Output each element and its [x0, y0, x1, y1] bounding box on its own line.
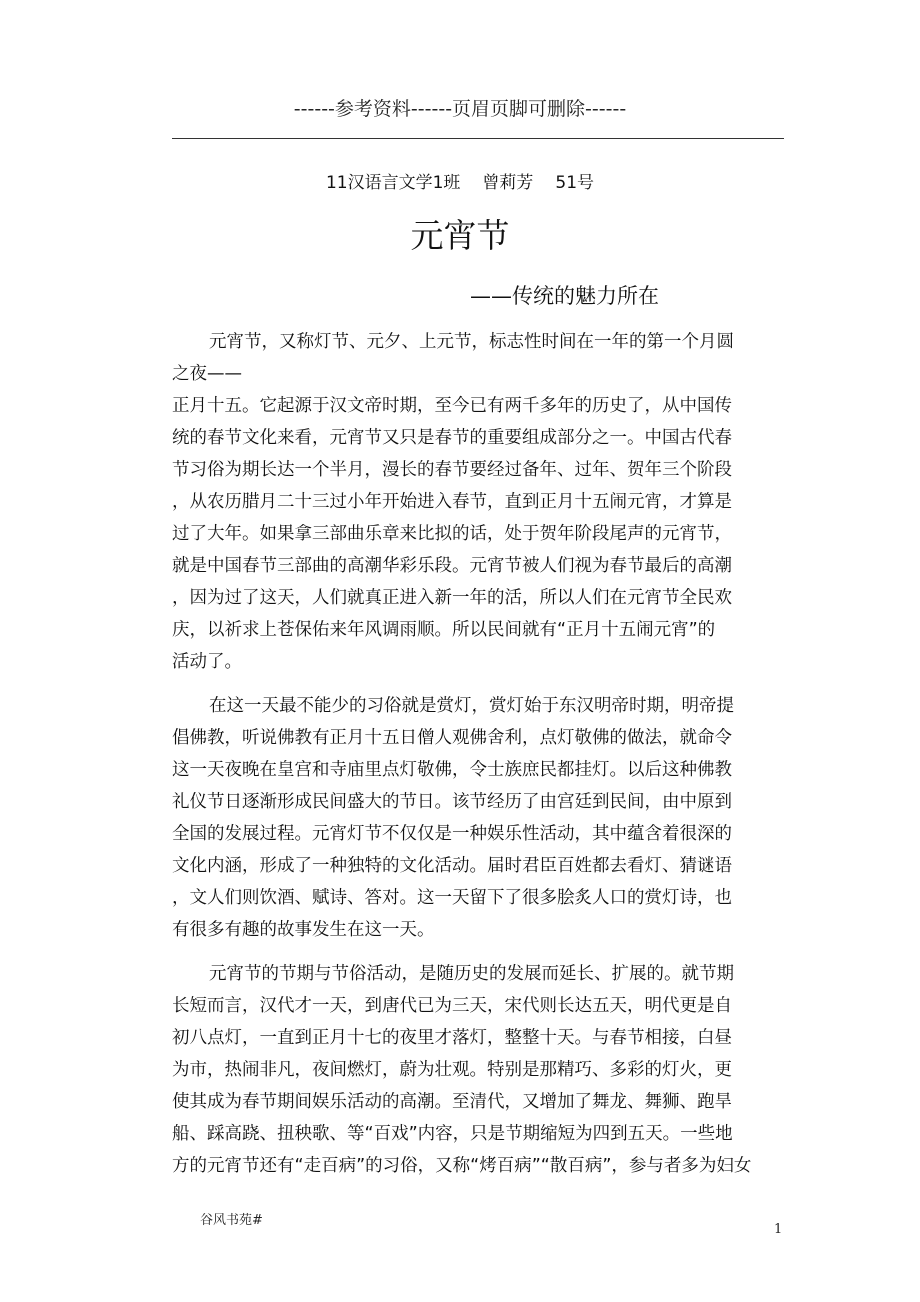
paragraph-line: 就是中国春节三部曲的高潮华彩乐段。元宵节被人们视为春节最后的高潮 [172, 556, 732, 576]
header-divider [172, 138, 784, 139]
paragraph-line: 为市，热闹非凡，夜间燃灯，蔚为壮观。特别是那精巧、多彩的灯火，更 [172, 1060, 732, 1080]
page-header-text: ------参考资料------页眉页脚可删除------ [293, 98, 627, 120]
document-title: 元宵节 [410, 216, 510, 255]
document-subtitle: ——传统的魅力所在 [470, 284, 659, 308]
paragraph-line: 倡佛教，听说佛教有正月十五日僧人观佛舍利，点灯敬佛的做法，就命令 [172, 728, 732, 748]
paragraph-line: 统的春节文化来看，元宵节又只是春节的重要组成部分之一。中国古代春 [172, 428, 732, 448]
paragraph-3 [172, 958, 768, 1182]
paragraph-line: 全国的发展过程。元宵灯节不仅仅是一种娱乐性活动，其中蕴含着很深的 [172, 824, 732, 844]
paragraph-2 [172, 690, 768, 946]
paragraph-line: 元宵节的节期与节俗活动，是随历史的发展而延长、扩展的。就节期 [209, 964, 734, 984]
paragraph-line: 这一天夜晚在皇宫和寺庙里点灯敬佛，令士族庶民都挂灯。以后这种佛教 [172, 760, 732, 780]
paragraph-line: ，文人们则饮酒、赋诗、答对。这一天留下了很多脍炙人口的赏灯诗，也 [172, 888, 732, 908]
paragraph-line: 长短而言，汉代才一天，到唐代已为三天，宋代则长达五天，明代更是自 [172, 996, 732, 1016]
paragraph-line: 活动了。 [172, 652, 242, 672]
paragraph-line: 使其成为春节期间娱乐活动的高潮。至清代，又增加了舞龙、舞狮、跑旱 [172, 1092, 732, 1112]
paragraph-line: ，从农历腊月二十三过小年开始进入春节，直到正月十五闹元宵，才算是 [172, 492, 732, 512]
paragraph-line: 节习俗为期长达一个半月，漫长的春节要经过备年、过年、贺年三个阶段 [172, 460, 732, 480]
paragraph-line: 文化内涵，形成了一种独特的文化活动。届时君臣百姓都去看灯、猜谜语 [172, 856, 732, 876]
paragraph-line: 元宵节，又称灯节、元夕、上元节，标志性时间在一年的第一个月圆 [209, 332, 734, 352]
footer-source-text: 谷风书苑# [200, 1213, 263, 1228]
paragraph-line: 有很多有趣的故事发生在这一天。 [172, 920, 435, 940]
paragraph-line: 方的元宵节还有“走百病”的习俗，又称“烤百病”“散百病”，参与者多为妇女 [172, 1156, 752, 1176]
author-line [0, 168, 920, 193]
author-class: 11汉语言文学1班 [325, 173, 461, 193]
page-number: 1 [774, 1222, 783, 1237]
paragraph-line: ，因为过了这天，人们就真正进入新一年的活，所以人们在元宵节全民欢 [172, 588, 732, 608]
paragraph-line: 在这一天最不能少的习俗就是赏灯，赏灯始于东汉明帝时期，明帝提 [209, 696, 734, 716]
paragraph-line: 之夜—— [172, 364, 242, 384]
paragraph-line: 正月十五。它起源于汉文帝时期，至今已有两千多年的历史了，从中国传 [172, 396, 732, 416]
document-body [172, 326, 768, 1194]
paragraph-line: 过了大年。如果拿三部曲乐章来比拟的话，处于贺年阶段尾声的元宵节， [172, 524, 732, 544]
paragraph-1 [172, 326, 768, 678]
paragraph-line: 礼仪节日逐渐形成民间盛大的节日。该节经历了由宫廷到民间，由中原到 [172, 792, 732, 812]
paragraph-line: 船、踩高跷、扭秧歌、等“百戏”内容，只是节期缩短为四到五天。一些地 [172, 1124, 733, 1144]
paragraph-line: 庆，以祈求上苍保佑来年风调雨顺。所以民间就有“正月十五闹元宵”的 [172, 620, 716, 640]
author-name: 曾莉芳 [482, 173, 534, 193]
paragraph-line: 初八点灯，一直到正月十七的夜里才落灯，整整十天。与春节相接，白昼 [172, 1028, 732, 1048]
author-number: 51号 [555, 173, 595, 193]
